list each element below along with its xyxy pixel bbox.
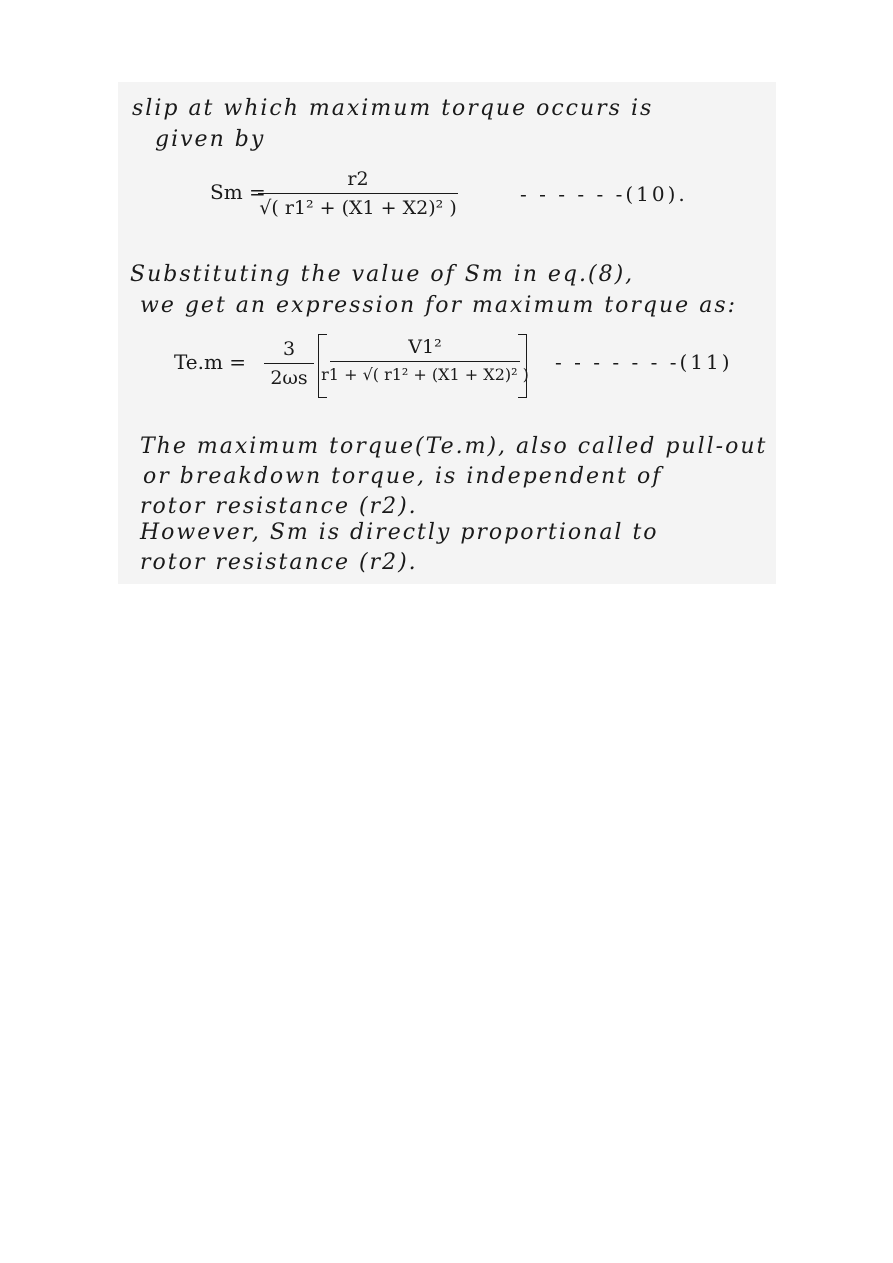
eq10-denominator: √( r1² + (X1 + X2)² ): [259, 197, 457, 219]
eq11-label: - - - - - - -(11): [555, 350, 733, 374]
fraction-bar: [264, 363, 314, 364]
eq11-denominator: r1 + √( r1² + (X1 + X2)² ): [321, 365, 529, 384]
eq11-fraction: [321, 336, 529, 384]
text-line: slip at which maximum torque occurs is: [132, 96, 654, 121]
text-line: The maximum torque(Te.m), also called pull-out: [140, 434, 768, 459]
eq11-coef-denominator: 2ωs: [270, 367, 308, 389]
eq11-coefficient: [264, 338, 314, 389]
text-line: given by: [155, 127, 266, 152]
eq11-numerator: V1²: [408, 336, 442, 358]
text-line: Substituting the value of Sm in eq.(8),: [130, 262, 635, 287]
eq10-lhs: Sm =: [210, 180, 266, 204]
text-line: rotor resistance (r2).: [140, 550, 418, 575]
right-bracket: [518, 334, 527, 398]
text-line: rotor resistance (r2).: [140, 494, 418, 519]
eq10-fraction: [258, 168, 458, 219]
eq10-numerator: r2: [347, 168, 369, 190]
fraction-bar: [330, 361, 520, 362]
text-line: or breakdown torque, is independent of: [143, 464, 663, 489]
text-line: However, Sm is directly proportional to: [140, 520, 659, 545]
eq11-lhs: Te.m =: [174, 350, 247, 374]
eq11-coef-numerator: 3: [282, 338, 296, 360]
eq10-label: - - - - - -(10).: [520, 182, 688, 206]
fraction-bar: [258, 193, 458, 194]
text-line: we get an expression for maximum torque as:: [140, 293, 738, 318]
